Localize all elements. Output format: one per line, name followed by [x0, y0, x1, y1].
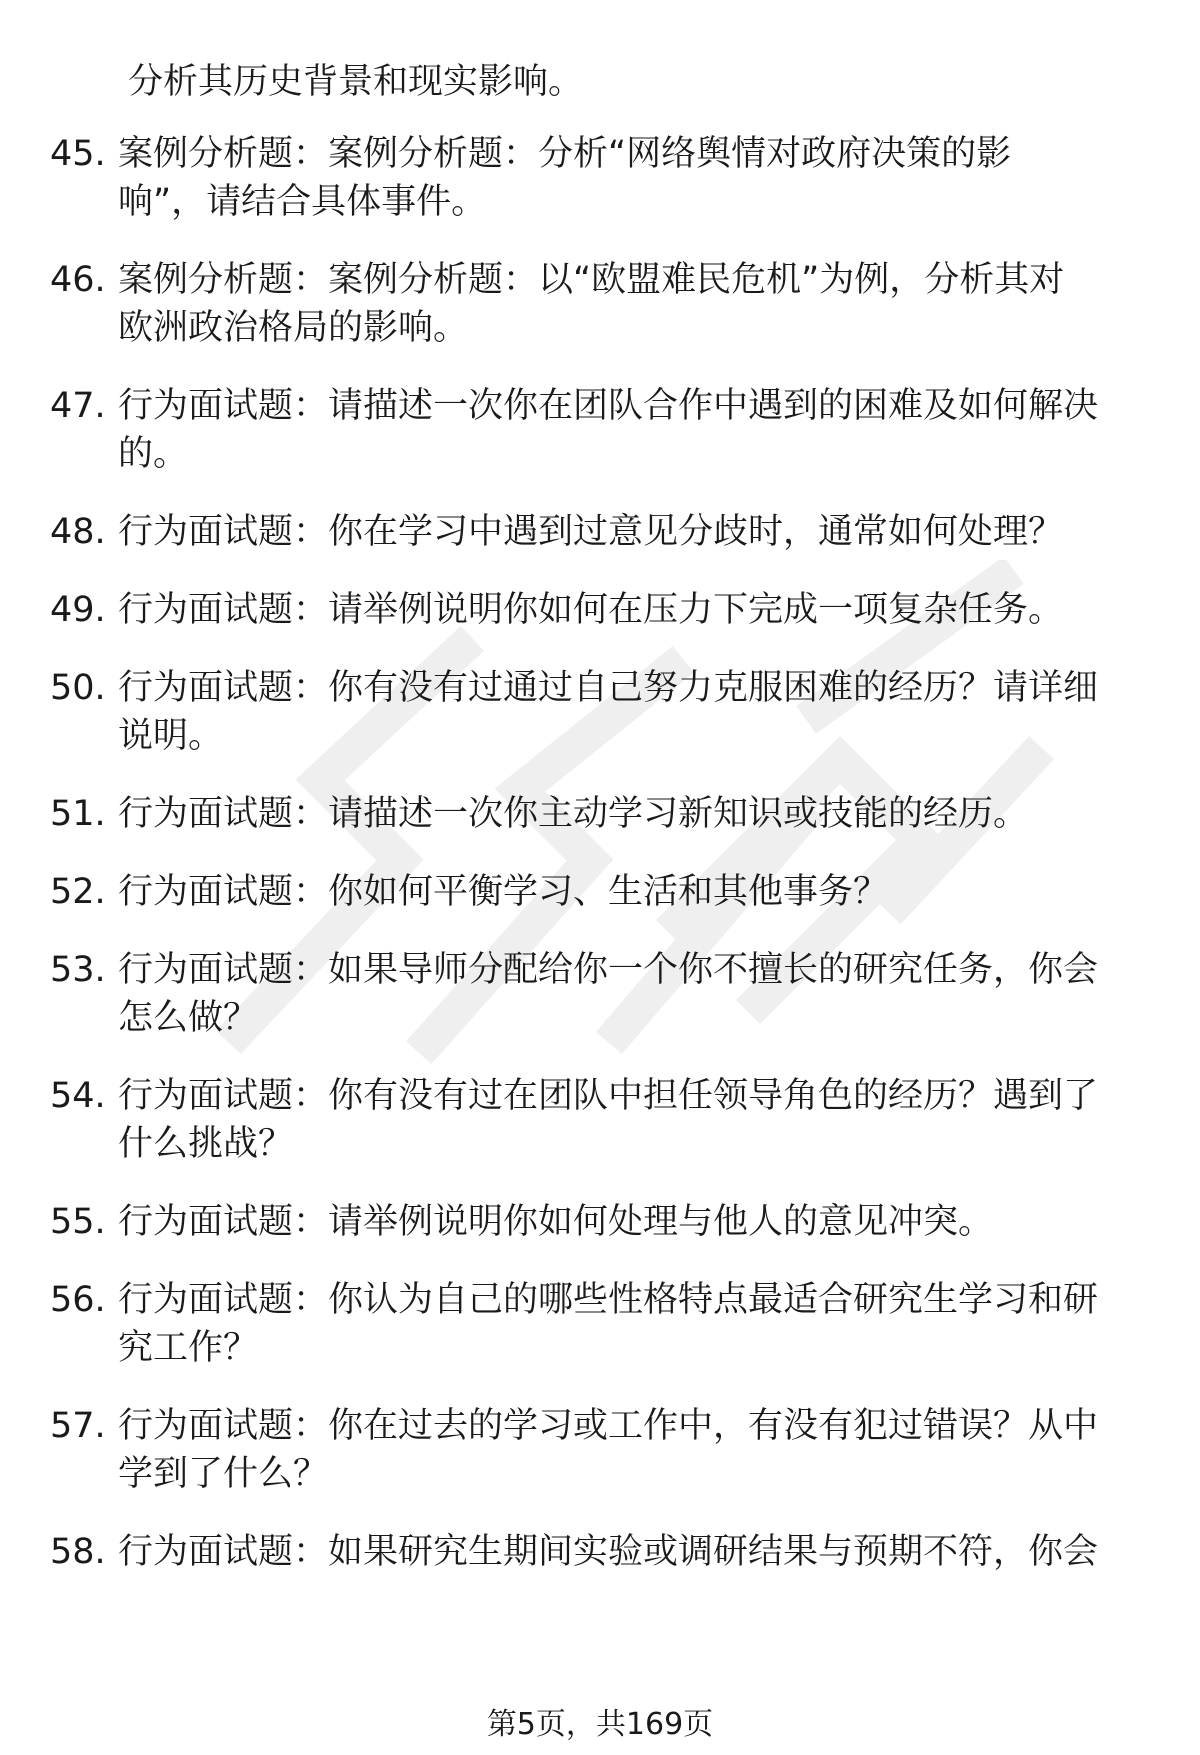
question-number: 57. — [50, 1406, 106, 1446]
question-number: 50. — [50, 668, 106, 708]
question-text-line: 行为面试题：你有没有过通过自己努力克服困难的经历？请详细 — [118, 668, 1099, 708]
question-text-line: 行为面试题：你如何平衡学习、生活和其他事务？ — [118, 872, 889, 912]
question-number: 51. — [50, 794, 106, 834]
page-number: 第5页，共169页 — [486, 1707, 714, 1742]
question-text-line: 说明。 — [118, 716, 224, 756]
question-number: 53. — [50, 950, 106, 990]
question-text-line: 欧洲政治格局的影响。 — [118, 308, 469, 348]
question-text-line: 行为面试题：请举例说明你如何处理与他人的意见冲突。 — [118, 1202, 994, 1242]
question-number: 58. — [50, 1532, 106, 1572]
question-number: 45. — [50, 134, 106, 174]
question-text-line: 行为面试题：请描述一次你主动学习新知识或技能的经历。 — [118, 794, 1029, 834]
question-number: 56. — [50, 1280, 106, 1320]
question-number: 55. — [50, 1202, 106, 1242]
question-text-line: 学到了什么？ — [118, 1454, 329, 1494]
question-number: 54. — [50, 1076, 106, 1116]
question-number: 48. — [50, 512, 106, 552]
question-text-line: 行为面试题：请描述一次你在团队合作中遇到的困难及如何解决 — [118, 386, 1099, 426]
question-text-line: 怎么做？ — [118, 998, 259, 1038]
question-number: 46. — [50, 260, 106, 300]
question-text-line: 行为面试题：如果研究生期间实验或调研结果与预期不符，你会 — [118, 1532, 1099, 1572]
question-text-line: 行为面试题：请举例说明你如何在压力下完成一项复杂任务。 — [118, 590, 1064, 630]
watermark-graphic — [200, 560, 1060, 1120]
question-text-line: 究工作？ — [118, 1328, 259, 1368]
question-text-line: 案例分析题：案例分析题：分析“网络舆情对政府决策的影 — [118, 134, 1012, 174]
question-number: 52. — [50, 872, 106, 912]
question-text-line: 案例分析题：案例分析题：以“欧盟难民危机”为例，分析其对 — [118, 260, 1065, 300]
question-text-line: 行为面试题：你在学习中遇到过意见分歧时，通常如何处理？ — [118, 512, 1064, 552]
question-text-line: 行为面试题：你在过去的学习或工作中，有没有犯过错误？从中 — [118, 1406, 1099, 1446]
question-text-line: 行为面试题：如果导师分配给你一个你不擅长的研究任务，你会 — [118, 950, 1099, 990]
question-text-line: 响”，请结合具体事件。 — [118, 182, 487, 222]
question-number: 49. — [50, 590, 106, 630]
question-text-line: 的。 — [118, 434, 189, 474]
continuation-text: 分析其历史背景和现实影响。 — [128, 62, 584, 102]
question-text-line: 行为面试题：你有没有过在团队中担任领导角色的经历？遇到了 — [118, 1076, 1099, 1116]
question-text-line: 行为面试题：你认为自己的哪些性格特点最适合研究生学习和研 — [118, 1280, 1099, 1320]
question-text-line: 什么挑战？ — [118, 1124, 294, 1164]
question-number: 47. — [50, 386, 106, 426]
